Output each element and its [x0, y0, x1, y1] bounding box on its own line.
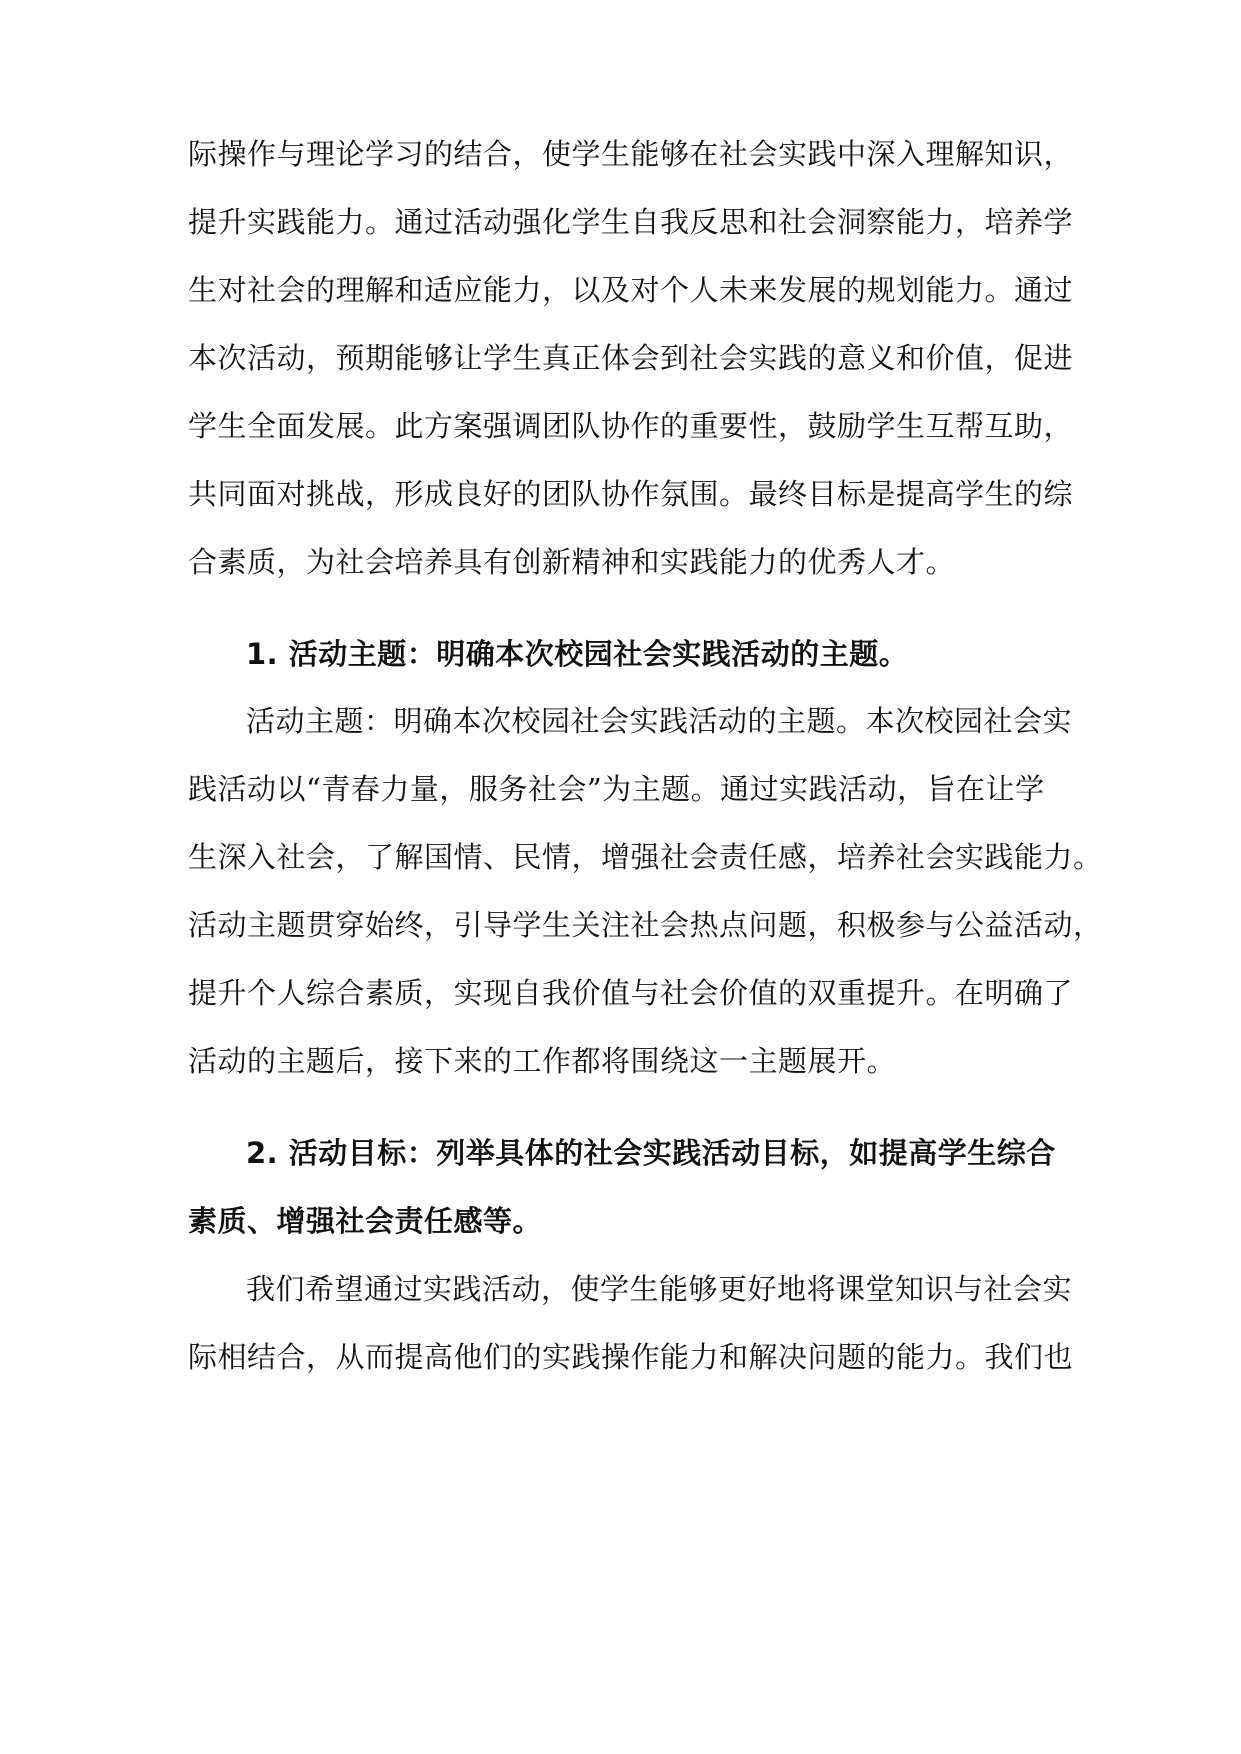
paragraph-line: 提升个人综合素质，实现自我价值与社会价值的双重提升。在明确了 — [188, 976, 1074, 1010]
paragraph-line: 践活动以“青春力量，服务社会”为主题。通过实践活动，旨在让学 — [188, 772, 1045, 806]
paragraph-line: 际相结合，从而提高他们的实践操作能力和解决问题的能力。我们也 — [188, 1340, 1074, 1374]
paragraph-line: 活动的主题后，接下来的工作都将围绕这一主题展开。 — [188, 1044, 897, 1078]
paragraph-line: 共同面对挑战，形成良好的团队协作氛围。最终目标是提高学生的综 — [188, 477, 1074, 511]
paragraph-line: 提升实践能力。通过活动强化学生自我反思和社会洞察能力，培养学 — [188, 205, 1074, 239]
paragraph-line: 生对社会的理解和适应能力，以及对个人未来发展的规划能力。通过 — [188, 273, 1074, 307]
paragraph-line: 活动主题：明确本次校园社会实践活动的主题。本次校园社会实 — [246, 704, 1073, 738]
paragraph-line: 合素质，为社会培养具有创新精神和实践能力的优秀人才。 — [188, 545, 956, 579]
section-heading-2-cont: 素质、增强社会责任感等。 — [188, 1204, 543, 1238]
section-heading-2: 2. 活动目标：列举具体的社会实践活动目标，如提高学生综合 — [246, 1136, 1056, 1170]
paragraph-line: 学生全面发展。此方案强调团队协作的重要性，鼓励学生互帮互助， — [188, 409, 1074, 443]
paragraph-line: 际操作与理论学习的结合，使学生能够在社会实践中深入理解知识， — [188, 137, 1074, 171]
paragraph-line: 活动主题贯穿始终，引导学生关注社会热点问题，积极参与公益活动， — [188, 908, 1103, 942]
section-heading-1: 1. 活动主题：明确本次校园社会实践活动的主题。 — [246, 637, 909, 671]
paragraph-line: 生深入社会，了解国情、民情，增强社会责任感，培养社会实践能力。 — [188, 840, 1103, 874]
paragraph-line: 我们希望通过实践活动，使学生能够更好地将课堂知识与社会实 — [246, 1272, 1073, 1306]
paragraph-line: 本次活动，预期能够让学生真正体会到社会实践的意义和价值，促进 — [188, 341, 1074, 375]
